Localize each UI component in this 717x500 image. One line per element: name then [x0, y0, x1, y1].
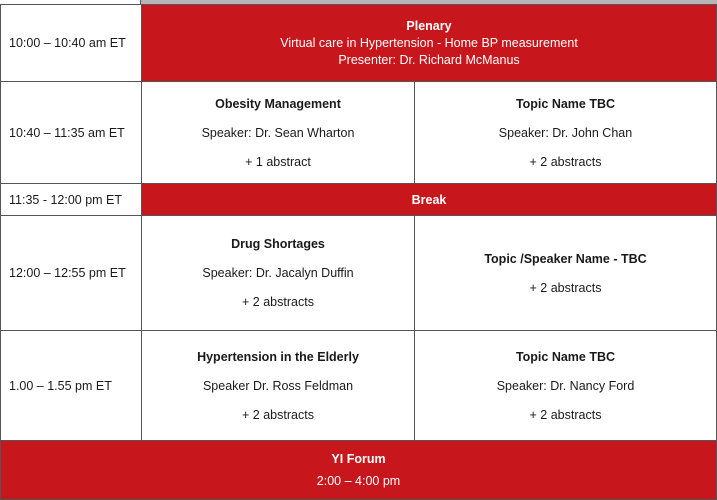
break-cell — [141, 183, 717, 216]
session1-left-cell — [141, 81, 415, 184]
session-abstracts: + 2 abstracts — [242, 295, 314, 309]
session3-left-cell — [141, 330, 415, 441]
time-label: 1.00 – 1.55 pm ET — [9, 378, 112, 393]
time-cell-session1 — [0, 81, 142, 184]
time-label: 10:40 – 11:35 am ET — [9, 125, 125, 140]
session-title: Topic /Speaker Name - TBC — [484, 251, 647, 266]
session2-left-cell — [141, 215, 415, 331]
yi-forum-time: 2:00 – 4:00 pm — [316, 474, 401, 488]
session-title: Hypertension in the Elderly — [197, 349, 359, 364]
session-abstracts: + 2 abstracts — [529, 154, 602, 169]
session-abstracts: + 1 abstract — [245, 154, 311, 169]
session-abstracts: + 2 abstracts — [529, 407, 602, 422]
time-cell-session2 — [0, 215, 142, 331]
plenary-cell — [141, 4, 717, 82]
session-speaker: Speaker: Dr. Nancy Ford — [496, 378, 635, 393]
session-title: Obesity Management — [215, 96, 341, 111]
session-speaker: Speaker: Dr. John Chan — [498, 125, 633, 140]
session-title: Topic Name TBC — [515, 349, 616, 364]
session3-right-cell — [414, 330, 717, 441]
yi-forum-cell — [0, 440, 717, 500]
session-speaker: Speaker: Dr. Sean Wharton — [201, 125, 355, 140]
time-label: 10:00 – 10:40 am ET — [9, 36, 126, 50]
plenary-presenter: Presenter: Dr. Richard McManus — [338, 53, 520, 67]
time-cell-session3 — [0, 330, 142, 441]
yi-forum-title: YI Forum — [331, 452, 386, 466]
time-cell-break — [0, 183, 142, 216]
session-title: Topic Name TBC — [515, 96, 616, 111]
break-label: Break — [411, 192, 447, 207]
plenary-subtitle: Virtual care in Hypertension - Home BP measurement — [280, 36, 578, 50]
plenary-title: Plenary — [406, 19, 452, 33]
session1-right-cell — [414, 81, 717, 184]
session-speaker: Speaker Dr. Ross Feldman — [202, 378, 354, 393]
time-label: 12:00 – 12:55 pm ET — [9, 266, 126, 280]
time-label: 11:35 - 12:00 pm ET — [9, 192, 123, 207]
session-abstracts: + 2 abstracts — [529, 280, 602, 295]
session-speaker: Speaker: Dr. Jacalyn Duffin — [202, 266, 354, 280]
time-cell-plenary — [0, 4, 142, 82]
session2-right-cell — [414, 215, 717, 331]
session-title: Drug Shortages — [231, 237, 325, 251]
session-abstracts: + 2 abstracts — [242, 407, 314, 422]
